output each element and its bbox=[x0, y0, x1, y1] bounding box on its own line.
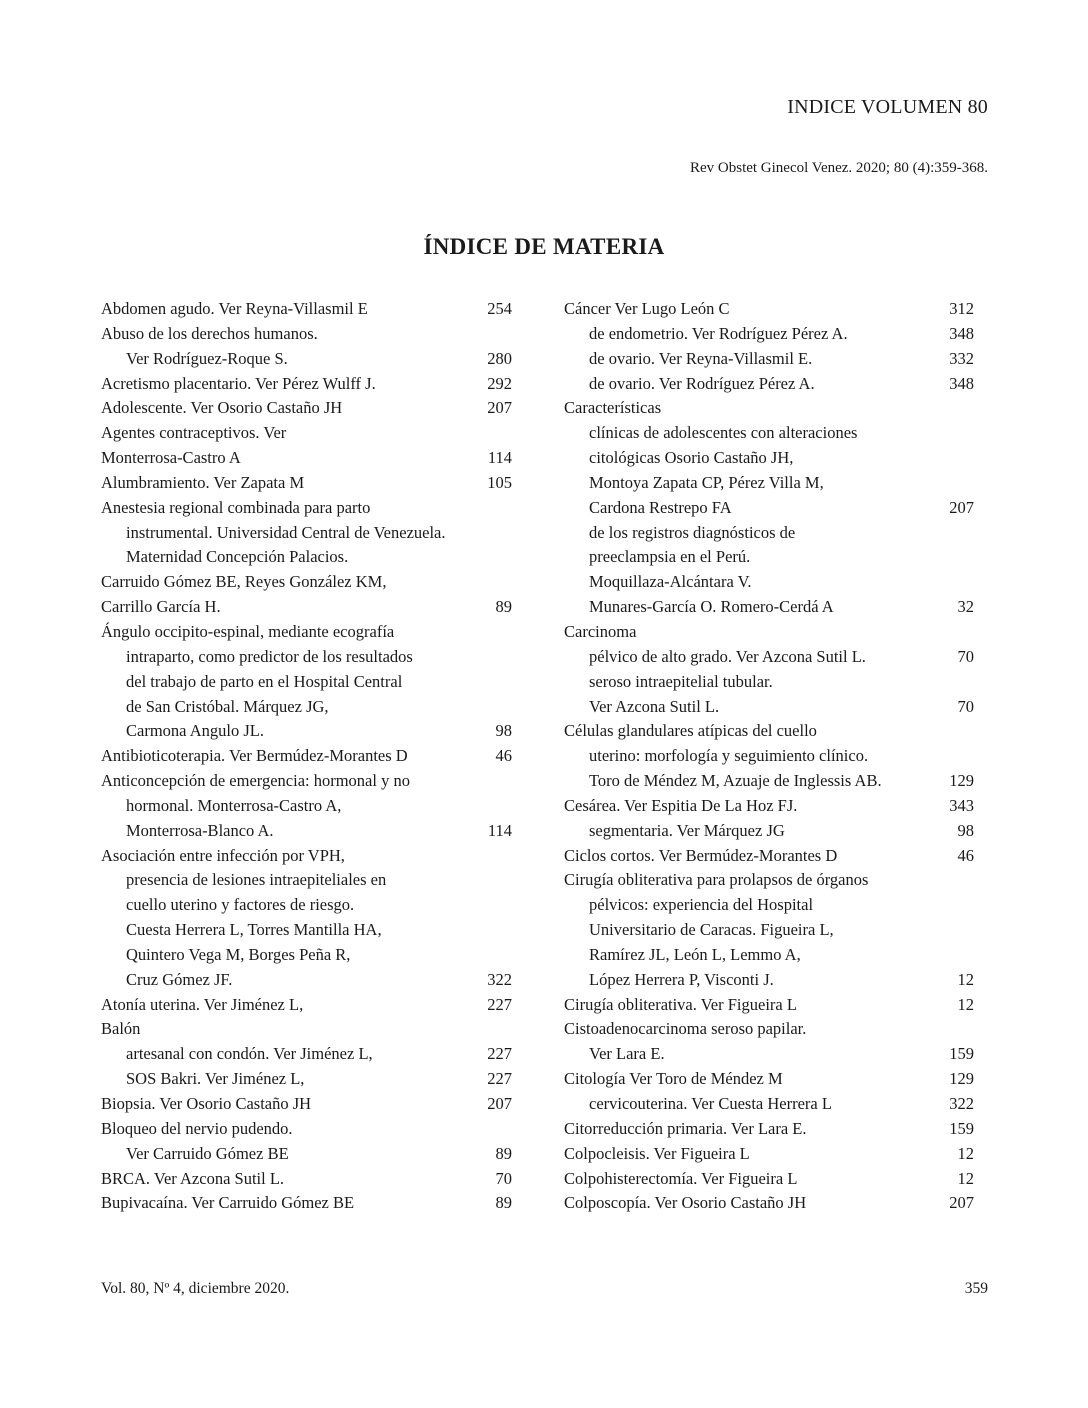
index-entry bbox=[101, 645, 512, 670]
index-entry bbox=[564, 744, 974, 769]
index-entry-text: Colposcopía. Ver Osorio Castaño JH bbox=[564, 1193, 807, 1213]
index-entry-page: 254 bbox=[487, 299, 512, 318]
index-entry-text: BRCA. Ver Azcona Sutil L. bbox=[101, 1168, 285, 1188]
index-entry-page: 70 bbox=[957, 646, 974, 666]
index-entry-text: clínicas de adolescentes con alteraciones bbox=[589, 423, 858, 443]
index-entry bbox=[101, 1042, 512, 1067]
index-entry bbox=[564, 769, 974, 794]
index-entry bbox=[101, 1191, 512, 1216]
index-entry-page: 348 bbox=[949, 323, 974, 343]
index-entry-text: Anestesia regional combinada para parto bbox=[101, 497, 371, 517]
index-entry-text: citológicas Osorio Castaño JH, bbox=[589, 448, 794, 468]
index-entry-text: de endometrio. Ver Rodríguez Pérez A. bbox=[589, 323, 848, 343]
index-entry-text: Ciclos cortos. Ver Bermúdez-Morantes D bbox=[564, 845, 838, 865]
index-entry-text: Citorreducción primaria. Ver Lara E. bbox=[564, 1118, 807, 1138]
index-entry-text: de ovario. Ver Rodríguez Pérez A. bbox=[589, 373, 815, 393]
index-entry bbox=[101, 695, 512, 720]
index-entry-text: Cuesta Herrera L, Torres Mantilla HA, bbox=[126, 920, 382, 940]
index-entry bbox=[564, 794, 974, 819]
index-entry bbox=[564, 446, 974, 471]
index-entry bbox=[564, 695, 974, 720]
index-entry-text: Ver Rodríguez-Roque S. bbox=[126, 348, 288, 368]
index-entry-text: Acretismo placentario. Ver Pérez Wulff J. bbox=[101, 373, 376, 393]
index-entry bbox=[101, 1167, 512, 1192]
index-entry-text: artesanal con condón. Ver Jiménez L, bbox=[126, 1044, 373, 1064]
index-entry-text: Carcinoma bbox=[564, 621, 637, 641]
index-entry-text: de los registros diagnósticos de bbox=[589, 522, 796, 542]
index-entry-page: 312 bbox=[949, 299, 974, 318]
index-entry bbox=[101, 496, 512, 521]
index-entry-page: 159 bbox=[949, 1044, 974, 1064]
index-entry bbox=[101, 595, 512, 620]
index-entry-page: 12 bbox=[957, 969, 974, 989]
index-entry bbox=[564, 1142, 974, 1167]
index-entry bbox=[564, 545, 974, 570]
index-entry-page: 89 bbox=[495, 1193, 512, 1213]
index-entry bbox=[564, 993, 974, 1018]
index-entry-page: 207 bbox=[487, 1094, 512, 1113]
index-entry-text: seroso intraepitelial tubular. bbox=[589, 671, 773, 691]
index-entry bbox=[101, 396, 512, 421]
index-entry-page: 348 bbox=[949, 373, 974, 393]
index-entry bbox=[101, 719, 512, 744]
index-entry-text: cuello uterino y factores de riesgo. bbox=[126, 895, 355, 915]
index-entry-page: 207 bbox=[949, 1193, 974, 1213]
index-entry bbox=[101, 819, 512, 844]
index-entry bbox=[564, 719, 974, 744]
index-entry bbox=[101, 570, 512, 595]
index-entry-page: 227 bbox=[487, 1069, 512, 1089]
index-entry bbox=[101, 769, 512, 794]
index-entry bbox=[564, 595, 974, 620]
index-entry-text: preeclampsia en el Perú. bbox=[589, 547, 751, 567]
index-entry-text: Monterrosa-Castro A bbox=[101, 448, 241, 468]
section-title: ÍNDICE DE MATERIA bbox=[423, 234, 665, 259]
index-entry-text: Ramírez JL, León L, Lemmo A, bbox=[589, 944, 801, 964]
index-entry-text: Alumbramiento. Ver Zapata M bbox=[101, 472, 305, 492]
index-entry bbox=[101, 968, 512, 993]
footer-issue: Vol. 80, Nº 4, diciembre 2020. bbox=[101, 1280, 290, 1297]
index-entry bbox=[101, 918, 512, 943]
index-entry bbox=[564, 496, 974, 521]
index-entry-text: presencia de lesiones intraepiteliales en bbox=[126, 870, 387, 890]
index-entry bbox=[101, 347, 512, 372]
index-entry bbox=[564, 1191, 974, 1216]
index-entry-page: 227 bbox=[487, 994, 512, 1014]
index-entry bbox=[101, 521, 512, 546]
index-entry bbox=[564, 893, 974, 918]
index-entry-text: uterino: morfología y seguimiento clínico. bbox=[589, 746, 869, 766]
index-entry bbox=[101, 794, 512, 819]
index-entry-page: 12 bbox=[957, 1143, 974, 1163]
index-entry-page: 70 bbox=[957, 696, 974, 716]
index-entry-text: Ver Lara E. bbox=[589, 1044, 665, 1064]
index-entry-text: Ver Carruido Gómez BE bbox=[126, 1143, 289, 1163]
index-entry-text: Cáncer Ver Lugo León C bbox=[564, 299, 730, 318]
index-entry-text: Células glandulares atípicas del cuello bbox=[564, 721, 817, 741]
index-entry bbox=[564, 421, 974, 446]
index-entry bbox=[101, 322, 512, 347]
index-entry bbox=[101, 670, 512, 695]
index-entry bbox=[101, 993, 512, 1018]
index-entry-text: Atonía uterina. Ver Jiménez L, bbox=[101, 994, 304, 1014]
index-entry-page: 98 bbox=[495, 721, 512, 741]
index-entry bbox=[564, 645, 974, 670]
index-entry bbox=[564, 968, 974, 993]
index-entry-text: Monterrosa-Blanco A. bbox=[126, 820, 274, 840]
index-entry bbox=[101, 446, 512, 471]
index-entry-text: Cistoadenocarcinoma seroso papilar. bbox=[564, 1019, 807, 1039]
index-entry-page: 129 bbox=[949, 771, 974, 791]
index-entry bbox=[101, 943, 512, 968]
index-entry bbox=[564, 471, 974, 496]
index-entry bbox=[101, 744, 512, 769]
index-entry-text: Carrillo García H. bbox=[101, 597, 221, 617]
footer-page-number: 359 bbox=[964, 1280, 988, 1297]
index-entry-page: 89 bbox=[495, 1143, 512, 1163]
index-entry-page: 207 bbox=[487, 398, 512, 418]
index-entry-text: Cirugía obliterativa para prolapsos de órganos bbox=[564, 870, 869, 890]
index-entry-text: Características bbox=[564, 398, 662, 418]
index-entry-page: 98 bbox=[957, 820, 974, 840]
index-entry-text: Anticoncepción de emergencia: hormonal y no bbox=[101, 771, 410, 791]
index-entry-page: 207 bbox=[949, 497, 974, 517]
index-entry-text: Cruz Gómez JF. bbox=[126, 969, 233, 989]
index-entry-page: 105 bbox=[487, 472, 512, 492]
index-entry bbox=[101, 1092, 512, 1117]
index-entry-text: pélvicos: experiencia del Hospital bbox=[589, 895, 814, 915]
index-entry bbox=[564, 372, 974, 397]
index-entry-text: del trabajo de parto en el Hospital Central bbox=[126, 671, 403, 691]
index-entry-text: Colpohisterectomía. Ver Figueira L bbox=[564, 1168, 798, 1188]
index-entry-text: de ovario. Ver Reyna-Villasmil E. bbox=[589, 348, 813, 368]
index-entry bbox=[101, 297, 512, 322]
index-entry-text: de San Cristóbal. Márquez JG, bbox=[126, 696, 329, 716]
index-entry-text: Colpocleisis. Ver Figueira L bbox=[564, 1143, 750, 1163]
index-entry-page: 292 bbox=[487, 373, 512, 393]
index-entry-page: 114 bbox=[487, 820, 512, 840]
index-entry-page: 32 bbox=[957, 597, 974, 617]
index-entry bbox=[564, 943, 974, 968]
index-entry-text: Bupivacaína. Ver Carruido Gómez BE bbox=[101, 1193, 355, 1213]
index-entry-text: Munares-García O. Romero-Cerdá A bbox=[589, 597, 834, 617]
index-entry bbox=[564, 918, 974, 943]
index-entry-page: 89 bbox=[495, 597, 512, 617]
journal-citation: Rev Obstet Ginecol Venez. 2020; 80 (4):359-368. bbox=[689, 160, 988, 176]
index-entry-text: Citología Ver Toro de Méndez M bbox=[564, 1069, 783, 1089]
index-entry-page: 114 bbox=[487, 448, 512, 468]
index-entry bbox=[564, 570, 974, 595]
index-entry bbox=[564, 347, 974, 372]
index-entry-text: Montoya Zapata CP, Pérez Villa M, bbox=[589, 472, 824, 492]
index-entry bbox=[101, 545, 512, 570]
index-entry bbox=[564, 868, 974, 893]
index-entry-text: Abdomen agudo. Ver Reyna-Villasmil E bbox=[101, 299, 368, 318]
index-entry-text: Carruido Gómez BE, Reyes González KM, bbox=[101, 572, 387, 592]
index-entry bbox=[101, 844, 512, 869]
index-entry bbox=[564, 1092, 974, 1117]
index-entry-page: 227 bbox=[487, 1044, 512, 1064]
index-entry-page: 322 bbox=[487, 969, 512, 989]
index-entry-text: Biopsia. Ver Osorio Castaño JH bbox=[101, 1094, 312, 1113]
index-entry bbox=[564, 1017, 974, 1042]
index-entry-text: segmentaria. Ver Márquez JG bbox=[589, 820, 785, 840]
index-entry-page: 46 bbox=[495, 746, 512, 766]
index-entry bbox=[564, 670, 974, 695]
index-entry-text: Adolescente. Ver Osorio Castaño JH bbox=[101, 398, 343, 418]
index-entry-text: Asociación entre infección por VPH, bbox=[101, 845, 345, 865]
index-entry bbox=[101, 1067, 512, 1092]
index-column-right bbox=[564, 297, 974, 1216]
index-entry bbox=[101, 868, 512, 893]
running-head: INDICE VOLUMEN 80 bbox=[787, 96, 988, 118]
index-entry-text: Cardona Restrepo FA bbox=[589, 497, 732, 517]
index-entry bbox=[101, 1017, 512, 1042]
index-entry bbox=[564, 819, 974, 844]
index-entry-page: 12 bbox=[957, 1168, 974, 1188]
index-entry bbox=[101, 893, 512, 918]
index-entry-text: Cesárea. Ver Espitia De La Hoz FJ. bbox=[564, 795, 798, 815]
index-entry-text: Agentes contraceptivos. Ver bbox=[101, 423, 287, 443]
index-entry-text: Balón bbox=[101, 1019, 141, 1039]
index-entry bbox=[101, 421, 512, 446]
index-entry-text: hormonal. Monterrosa-Castro A, bbox=[126, 795, 342, 815]
index-entry bbox=[101, 1117, 512, 1142]
index-entry-page: 46 bbox=[957, 845, 974, 865]
index-entry-text: Quintero Vega M, Borges Peña R, bbox=[126, 944, 351, 964]
index-entry-text: Bloqueo del nervio pudendo. bbox=[101, 1118, 293, 1138]
index-entry-page: 159 bbox=[949, 1118, 974, 1138]
index-entry bbox=[564, 1042, 974, 1067]
index-entry-text: Moquillaza-Alcántara V. bbox=[589, 572, 752, 592]
index-entry-text: Carmona Angulo JL. bbox=[126, 721, 264, 741]
index-entry-text: Maternidad Concepción Palacios. bbox=[126, 547, 349, 567]
index-entry bbox=[564, 844, 974, 869]
index-entry bbox=[564, 297, 974, 322]
index-entry bbox=[564, 396, 974, 421]
index-entry-text: Antibioticoterapia. Ver Bermúdez-Morantes D bbox=[101, 746, 408, 766]
index-entry bbox=[564, 1067, 974, 1092]
index-entry-page: 129 bbox=[949, 1069, 974, 1089]
index-entry-text: SOS Bakri. Ver Jiménez L, bbox=[126, 1069, 305, 1089]
index-entry-text: Cirugía obliterativa. Ver Figueira L bbox=[564, 994, 797, 1014]
index-entry-text: pélvico de alto grado. Ver Azcona Sutil L. bbox=[589, 646, 866, 666]
index-entry-text: intraparto, como predictor de los resultados bbox=[126, 646, 413, 666]
index-entry bbox=[564, 1117, 974, 1142]
index-entry bbox=[101, 372, 512, 397]
index-entry bbox=[564, 620, 974, 645]
index-entry bbox=[101, 1142, 512, 1167]
index-entry-text: Toro de Méndez M, Azuaje de Inglessis AB. bbox=[589, 771, 882, 791]
index-entry-page: 70 bbox=[495, 1168, 512, 1188]
index-entry-text: Abuso de los derechos humanos. bbox=[101, 323, 318, 343]
index-entry-text: cervicouterina. Ver Cuesta Herrera L bbox=[589, 1094, 832, 1113]
index-entry-text: López Herrera P, Visconti J. bbox=[589, 969, 774, 989]
index-entry bbox=[101, 620, 512, 645]
index-entry-text: instrumental. Universidad Central de Venezuela. bbox=[126, 522, 446, 542]
index-entry bbox=[564, 322, 974, 347]
index-entry-page: 343 bbox=[949, 795, 974, 815]
index-entry-page: 322 bbox=[949, 1094, 974, 1113]
index-entry bbox=[564, 521, 974, 546]
index-entry-page: 280 bbox=[487, 348, 512, 368]
index-entry-page: 12 bbox=[957, 994, 974, 1014]
index-entry-page: 332 bbox=[949, 348, 974, 368]
index-column-left bbox=[101, 297, 512, 1216]
index-entry-text: Ángulo occipito-espinal, mediante ecografía bbox=[101, 621, 395, 641]
index-entry bbox=[564, 1167, 974, 1192]
index-entry-text: Ver Azcona Sutil L. bbox=[589, 696, 720, 716]
index-entry bbox=[101, 471, 512, 496]
index-entry-text: Universitario de Caracas. Figueira L, bbox=[589, 920, 834, 940]
